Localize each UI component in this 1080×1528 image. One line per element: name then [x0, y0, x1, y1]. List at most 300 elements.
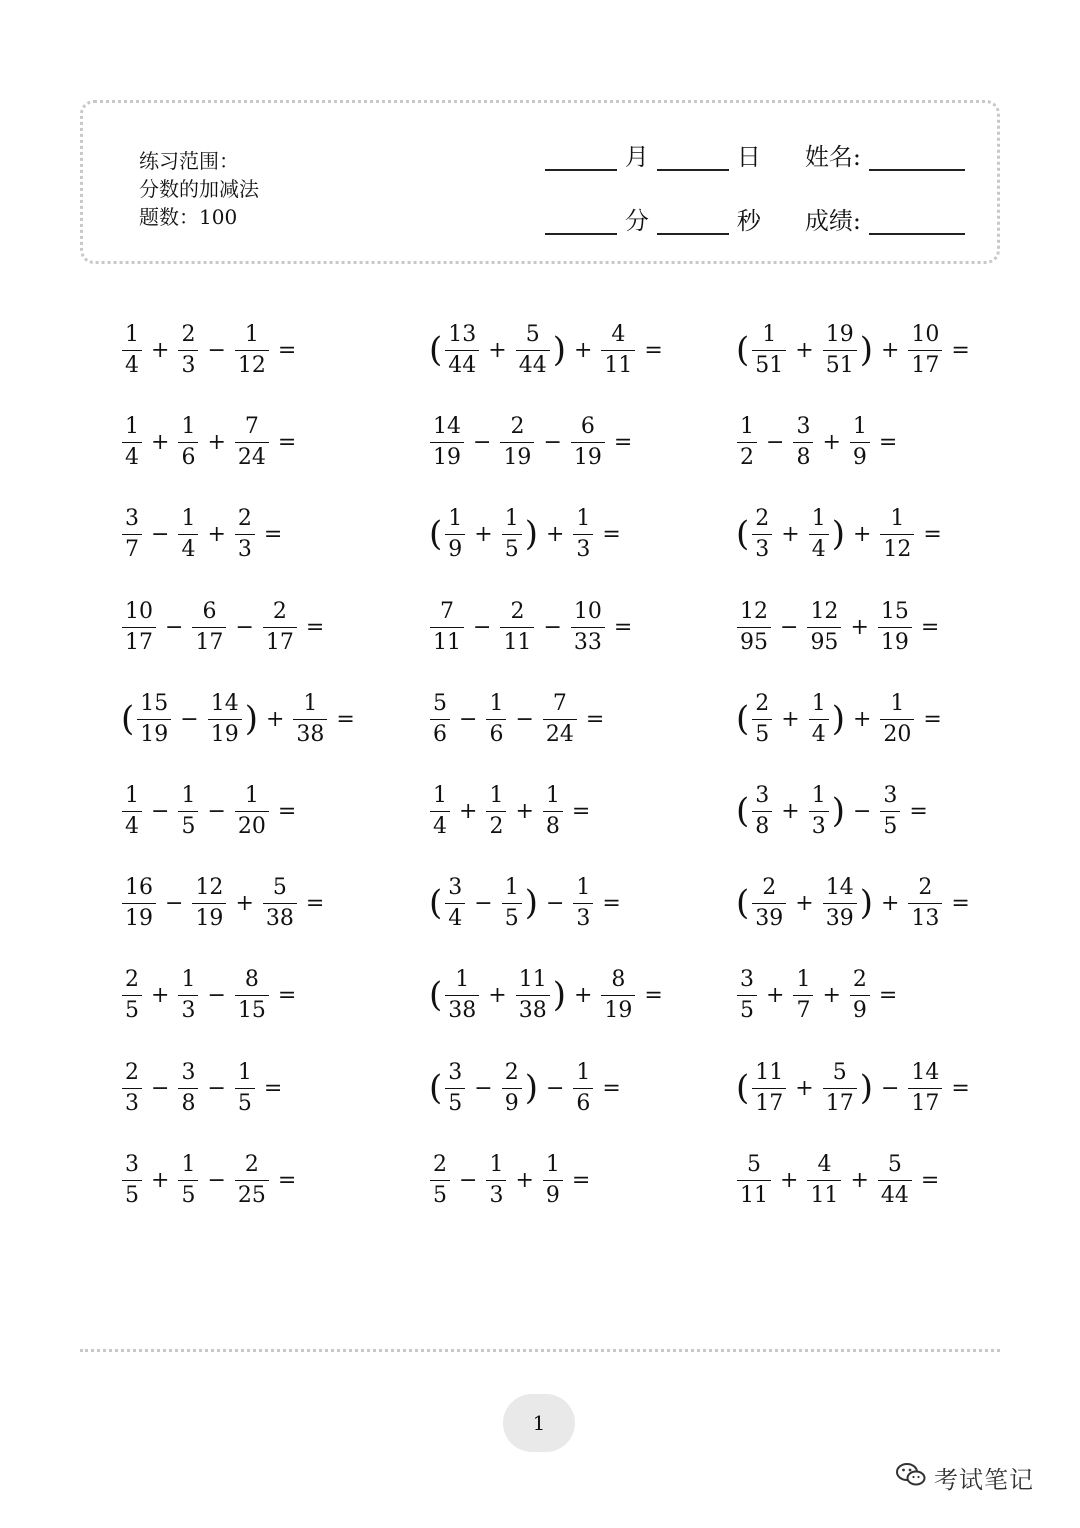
denominator: 11 — [430, 627, 464, 657]
numerator: 12 — [740, 598, 768, 624]
fraction — [880, 505, 914, 564]
numerator: 1 — [489, 690, 504, 716]
numerator: 3 — [883, 782, 898, 808]
problem-expression — [735, 1140, 946, 1220]
denominator: 3 — [235, 534, 255, 564]
denominator: 5 — [178, 1180, 198, 1210]
fraction — [543, 782, 563, 841]
denominator: 4 — [430, 811, 450, 841]
problem-expression — [428, 1048, 628, 1128]
numerator: 2 — [755, 505, 770, 531]
fraction — [445, 321, 479, 380]
equals-sign: = — [613, 429, 633, 455]
fraction — [601, 966, 635, 1025]
denominator: 3 — [178, 350, 198, 380]
operator: + — [795, 890, 814, 916]
numerator: 14 — [825, 874, 854, 900]
denominator: 11 — [807, 1180, 841, 1210]
operator: + — [850, 614, 869, 640]
minute-label: 分 — [624, 207, 649, 235]
problem-expression — [428, 402, 639, 482]
fraction — [122, 966, 142, 1025]
numerator: 1 — [237, 1059, 252, 1085]
equals-sign: = — [644, 337, 663, 363]
denominator: 24 — [543, 719, 577, 749]
numerator: 1 — [489, 1151, 504, 1177]
denominator: 12 — [235, 350, 269, 380]
fraction — [543, 1151, 563, 1210]
problem-expression — [735, 494, 949, 574]
operator: + — [151, 982, 170, 1008]
fraction — [178, 413, 198, 472]
operator: − — [180, 706, 199, 732]
fraction — [445, 966, 479, 1025]
parenthesis: ) — [859, 883, 873, 923]
operator: + — [850, 1167, 869, 1193]
fraction — [235, 505, 255, 564]
operator: + — [207, 429, 226, 455]
numerator: 1 — [545, 782, 560, 808]
problem-row — [0, 955, 1080, 1035]
numerator: 15 — [140, 690, 169, 716]
denominator: 19 — [571, 442, 605, 472]
equals-sign: = — [585, 706, 605, 732]
fraction — [122, 782, 142, 841]
day-label: 日 — [736, 143, 761, 171]
denominator: 9 — [850, 442, 870, 472]
problem-row — [0, 310, 1080, 390]
fraction — [178, 782, 198, 841]
denominator: 3 — [809, 811, 829, 841]
problem-row — [0, 1140, 1080, 1220]
fraction — [752, 1059, 786, 1118]
problem-expression — [735, 955, 904, 1035]
problem-expression — [428, 587, 639, 667]
fraction — [543, 690, 577, 749]
denominator: 51 — [752, 350, 786, 380]
denominator: 17 — [192, 627, 226, 657]
fraction — [573, 505, 593, 564]
operator: + — [265, 706, 285, 732]
denominator: 9 — [543, 1180, 563, 1210]
denominator: 5 — [430, 1180, 450, 1210]
parenthesis: ) — [524, 1068, 538, 1108]
denominator: 19 — [430, 442, 464, 472]
fraction — [235, 966, 269, 1025]
numerator: 1 — [762, 321, 777, 347]
numerator: 1 — [489, 782, 504, 808]
fraction — [571, 413, 605, 472]
operator: + — [822, 982, 841, 1008]
numerator: 3 — [796, 413, 811, 439]
numerator: 5 — [832, 1059, 847, 1085]
second-blank[interactable] — [657, 211, 729, 235]
operator: + — [515, 1167, 534, 1193]
operator: − — [459, 706, 478, 732]
numerator: 2 — [433, 1151, 447, 1177]
numerator: 2 — [125, 966, 139, 992]
fraction — [178, 505, 198, 564]
equals-sign: = — [305, 614, 325, 640]
equals-sign: = — [336, 706, 355, 732]
denominator: 5 — [502, 534, 522, 564]
numerator: 10 — [911, 321, 940, 347]
month-blank[interactable] — [545, 147, 617, 171]
fraction — [137, 690, 171, 749]
fraction — [502, 874, 522, 933]
equals-sign: = — [613, 614, 633, 640]
denominator: 20 — [235, 811, 269, 841]
parenthesis: ( — [429, 975, 443, 1015]
fraction — [235, 413, 269, 472]
fraction — [502, 1059, 522, 1118]
numerator: 1 — [545, 1151, 560, 1177]
parenthesis: ) — [831, 699, 845, 739]
operator: − — [473, 429, 492, 455]
denominator: 24 — [235, 442, 269, 472]
equals-sign: = — [920, 614, 940, 640]
parenthesis: ) — [552, 975, 566, 1015]
operator: + — [795, 337, 814, 363]
operator: + — [781, 706, 800, 732]
numerator: 3 — [125, 1151, 139, 1177]
numerator: 5 — [433, 690, 447, 716]
operator: − — [151, 798, 170, 824]
name-label: 姓名: — [804, 143, 861, 171]
parenthesis: ( — [429, 883, 443, 923]
numerator: 3 — [448, 1059, 463, 1085]
equals-sign: = — [923, 521, 942, 547]
equals-sign: = — [644, 982, 663, 1008]
problem-expression — [735, 1048, 977, 1128]
denominator: 4 — [178, 534, 198, 564]
numerator: 2 — [125, 1059, 139, 1085]
denominator: 19 — [500, 442, 534, 472]
denominator: 8 — [793, 442, 813, 472]
fraction — [178, 1059, 198, 1118]
time-score-row — [545, 201, 965, 235]
fraction — [823, 874, 857, 933]
numerator: 1 — [181, 413, 196, 439]
fraction — [502, 505, 522, 564]
equals-sign: = — [951, 1075, 970, 1101]
fraction — [878, 1151, 912, 1210]
operator: + — [852, 706, 872, 732]
numerator: 1 — [852, 413, 867, 439]
problem-expression — [428, 1140, 597, 1220]
operator: − — [852, 798, 872, 824]
equals-sign: = — [951, 337, 970, 363]
numerator: 15 — [880, 598, 909, 624]
fraction — [122, 598, 156, 657]
fraction — [573, 874, 593, 933]
fraction — [445, 1059, 465, 1118]
denominator: 5 — [178, 811, 198, 841]
denominator: 11 — [737, 1180, 771, 1210]
problem-expression — [120, 1140, 303, 1220]
equals-sign: = — [920, 1167, 940, 1193]
problem-expression — [428, 494, 628, 574]
parenthesis: ) — [244, 699, 258, 739]
parenthesis: ( — [429, 1068, 443, 1108]
date-name-row — [545, 137, 965, 171]
denominator: 38 — [445, 995, 479, 1025]
problem-row — [0, 1048, 1080, 1128]
operator: + — [795, 1075, 814, 1101]
operator: − — [543, 614, 562, 640]
fraction — [823, 321, 857, 380]
denominator: 3 — [122, 1088, 142, 1118]
watermark-text: 考试笔记 — [934, 1466, 1034, 1494]
operator: − — [165, 890, 184, 916]
numerator: 2 — [852, 966, 867, 992]
parenthesis: ( — [121, 699, 135, 739]
numerator: 13 — [448, 321, 477, 347]
numerator: 1 — [811, 782, 826, 808]
parenthesis: ) — [552, 330, 566, 370]
numerator: 3 — [448, 874, 463, 900]
operator: − — [780, 614, 799, 640]
problem-row — [0, 494, 1080, 574]
fraction — [752, 690, 772, 749]
minute-blank[interactable] — [545, 211, 617, 235]
numerator: 1 — [890, 690, 905, 716]
equals-sign: = — [571, 1167, 591, 1193]
numerator: 1 — [455, 966, 470, 992]
fraction — [516, 321, 550, 380]
operator: + — [573, 337, 593, 363]
numerator: 5 — [887, 1151, 902, 1177]
operator: + — [235, 890, 254, 916]
fraction — [601, 321, 635, 380]
numerator: 1 — [125, 321, 139, 347]
denominator: 5 — [737, 995, 757, 1025]
numerator: 11 — [755, 1059, 784, 1085]
fraction — [445, 505, 465, 564]
equals-sign: = — [602, 1075, 621, 1101]
fraction — [430, 782, 450, 841]
operator: − — [474, 890, 493, 916]
problem-expression — [120, 679, 362, 759]
fraction — [235, 1059, 255, 1118]
fraction — [880, 690, 914, 749]
fraction — [235, 321, 269, 380]
numerator: 2 — [762, 874, 777, 900]
numerator: 16 — [125, 874, 153, 900]
operator: + — [766, 982, 785, 1008]
fraction — [430, 1151, 450, 1210]
equals-sign: = — [878, 429, 898, 455]
fraction — [571, 598, 605, 657]
numerator: 14 — [433, 413, 461, 439]
parenthesis: ( — [736, 1068, 750, 1108]
problem-expression — [735, 679, 949, 759]
equals-sign: = — [277, 798, 297, 824]
fraction — [878, 598, 912, 657]
operator: − — [515, 706, 534, 732]
operator: + — [780, 1167, 799, 1193]
denominator: 5 — [122, 1180, 142, 1210]
denominator: 20 — [880, 719, 914, 749]
fraction — [122, 413, 142, 472]
fraction — [752, 321, 786, 380]
problem-expression — [428, 679, 611, 759]
operator: + — [488, 982, 507, 1008]
fraction — [752, 505, 772, 564]
problem-expression — [428, 863, 628, 943]
fraction — [823, 1059, 857, 1118]
denominator: 7 — [793, 995, 813, 1025]
numerator: 8 — [244, 966, 259, 992]
score-label: 成绩: — [804, 207, 861, 235]
denominator: 9 — [502, 1088, 522, 1118]
numerator: 7 — [552, 690, 567, 716]
numerator: 5 — [525, 321, 540, 347]
numerator: 1 — [811, 690, 826, 716]
denominator: 4 — [122, 811, 142, 841]
equals-sign: = — [277, 337, 297, 363]
parenthesis: ) — [524, 883, 538, 923]
equals-sign: = — [923, 706, 942, 732]
fraction — [178, 1151, 198, 1210]
denominator: 9 — [445, 534, 465, 564]
fraction — [486, 782, 506, 841]
denominator: 5 — [235, 1088, 255, 1118]
parenthesis: ) — [859, 1068, 873, 1108]
problem-expression — [428, 955, 670, 1035]
fraction — [500, 598, 534, 657]
denominator: 38 — [263, 903, 297, 933]
numerator: 1 — [244, 782, 259, 808]
denominator: 33 — [571, 627, 605, 657]
fraction — [752, 874, 786, 933]
operator: + — [781, 798, 800, 824]
fraction — [809, 505, 829, 564]
denominator: 17 — [908, 350, 942, 380]
worksheet-header — [80, 100, 1000, 264]
fraction — [486, 690, 506, 749]
operator: + — [880, 890, 900, 916]
watermark — [896, 1460, 1034, 1495]
numerator: 1 — [181, 505, 196, 531]
problem-expression — [120, 494, 289, 574]
numerator: 12 — [810, 598, 839, 624]
denominator: 3 — [752, 534, 772, 564]
fraction — [430, 598, 464, 657]
fraction — [737, 413, 757, 472]
denominator: 11 — [601, 350, 635, 380]
denominator: 8 — [543, 811, 563, 841]
fraction — [809, 782, 829, 841]
problem-expression — [120, 771, 303, 851]
numerator: 2 — [244, 1151, 259, 1177]
problem-expression — [735, 863, 977, 943]
denominator: 15 — [235, 995, 269, 1025]
problem-expression — [120, 1048, 289, 1128]
fraction — [122, 1151, 142, 1210]
operator: − — [766, 429, 785, 455]
denominator: 11 — [500, 627, 534, 657]
info-range-label: 练习范围： — [139, 149, 239, 173]
operator: + — [488, 337, 507, 363]
operator: + — [573, 982, 593, 1008]
fill-in-fields — [545, 137, 965, 265]
page-number: 1 — [503, 1394, 575, 1452]
operator: − — [474, 1075, 493, 1101]
info-count: 题数：100 — [139, 205, 238, 229]
numerator: 7 — [440, 598, 454, 624]
parenthesis: ) — [859, 330, 873, 370]
denominator: 8 — [178, 1088, 198, 1118]
numerator: 2 — [918, 874, 933, 900]
numerator: 6 — [202, 598, 217, 624]
denominator: 19 — [192, 903, 226, 933]
operator: + — [151, 429, 170, 455]
name-blank[interactable] — [869, 147, 965, 171]
numerator: 1 — [576, 874, 591, 900]
fraction — [908, 874, 942, 933]
operator: + — [151, 1167, 170, 1193]
fraction — [208, 690, 242, 749]
denominator: 5 — [752, 719, 772, 749]
denominator: 3 — [486, 1180, 506, 1210]
operator: − — [459, 1167, 478, 1193]
fraction — [880, 782, 900, 841]
parenthesis: ( — [736, 699, 750, 739]
operator: + — [880, 337, 900, 363]
fraction — [293, 690, 327, 749]
denominator: 5 — [445, 1088, 465, 1118]
problem-expression — [428, 771, 597, 851]
denominator: 3 — [178, 995, 198, 1025]
denominator: 25 — [235, 1180, 269, 1210]
denominator: 6 — [486, 719, 506, 749]
numerator: 2 — [237, 505, 252, 531]
operator: − — [545, 890, 565, 916]
denominator: 44 — [445, 350, 479, 380]
fraction — [516, 966, 550, 1025]
numerator: 6 — [580, 413, 595, 439]
fraction — [235, 1151, 269, 1210]
numerator: 3 — [755, 782, 770, 808]
numerator: 4 — [611, 321, 626, 347]
numerator: 12 — [195, 874, 224, 900]
fraction — [807, 1151, 841, 1210]
fraction — [737, 598, 771, 657]
operator: − — [151, 521, 170, 547]
parenthesis: ( — [429, 514, 443, 554]
operator: − — [207, 1167, 226, 1193]
problem-row — [0, 679, 1080, 759]
worksheet-info — [139, 147, 259, 231]
day-blank[interactable] — [657, 147, 729, 171]
denominator: 17 — [122, 627, 156, 657]
denominator: 4 — [122, 442, 142, 472]
fraction — [850, 966, 870, 1025]
score-blank[interactable] — [869, 211, 965, 235]
denominator: 17 — [823, 1088, 857, 1118]
numerator: 3 — [740, 966, 754, 992]
parenthesis: ) — [524, 514, 538, 554]
operator: + — [151, 337, 170, 363]
denominator: 4 — [122, 350, 142, 380]
numerator: 2 — [510, 413, 525, 439]
fraction — [122, 1059, 142, 1118]
equals-sign: = — [277, 982, 297, 1008]
equals-sign: = — [277, 1167, 297, 1193]
numerator: 11 — [518, 966, 547, 992]
equals-sign: = — [878, 982, 898, 1008]
